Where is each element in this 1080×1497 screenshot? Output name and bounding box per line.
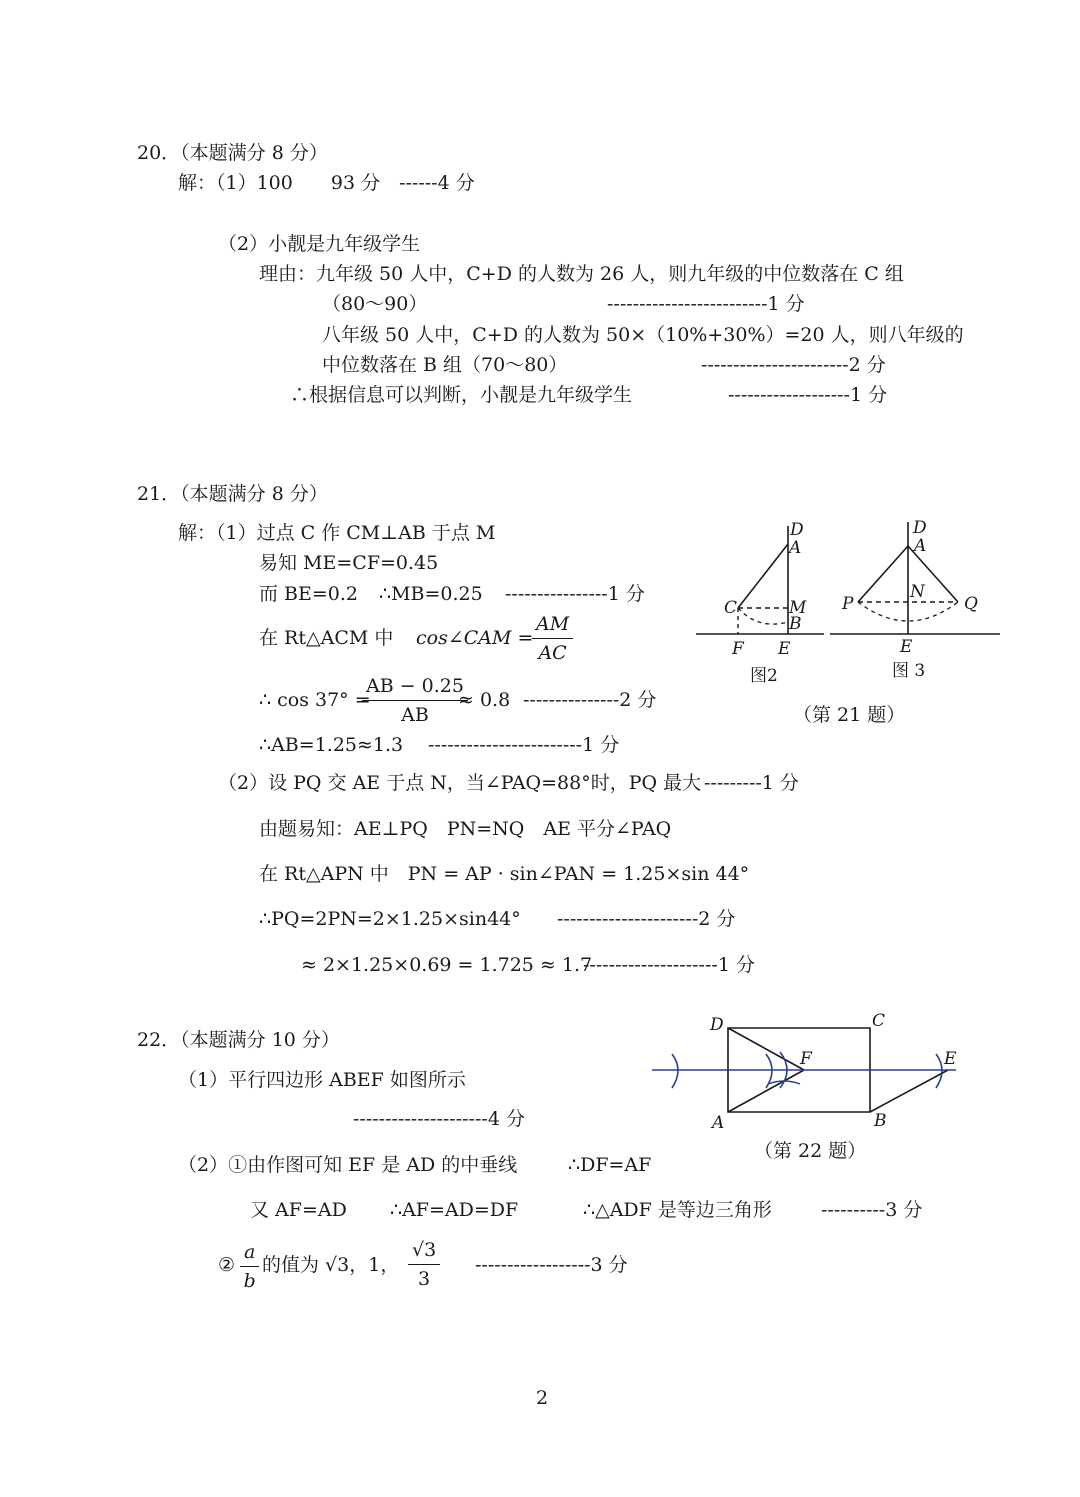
fig2-label-c: C (724, 598, 738, 618)
q20-line-7-score: -------------------1 分 (728, 384, 888, 406)
fig2-caption: 图2 (750, 666, 778, 686)
fig3-label-n: N (910, 582, 925, 602)
fig3-label-e: E (900, 637, 913, 657)
q21-line-3b: ∴MB=0.25 (379, 583, 483, 605)
fig2-label-m: M (789, 598, 807, 618)
q22-figure-caption: （第 22 题） (754, 1140, 867, 1162)
q22-ab-fraction (240, 1240, 259, 1293)
q21-line-10: ∴PQ=2PN=2×1.25×sin44° (259, 908, 521, 930)
q21-line-10-score: ----------------------2 分 (557, 908, 736, 930)
q22-b-denominator: b (243, 1270, 256, 1292)
q21-line-1: 解：（1）过点 C 作 CM⊥AB 于点 M (178, 522, 496, 544)
q22-line-5-score: ------------------3 分 (475, 1254, 628, 1276)
fig22-label-a: A (712, 1113, 725, 1133)
fig2-label-e: E (778, 639, 791, 659)
fig3-caption: 图 3 (892, 661, 926, 681)
q21-line-3-score: ----------------1 分 (505, 583, 645, 605)
q21-figure-3 (830, 518, 1002, 688)
q21-line-7: （2）设 PQ 交 AE 于点 N，当∠PAQ=88°时，PQ 最大 (218, 772, 702, 794)
fig2-label-f: F (732, 639, 744, 659)
q21-line-5-score: ---------------2 分 (523, 689, 657, 711)
q20-line-2: （2）小靓是九年级学生 (218, 233, 421, 255)
fig3-label-d: D (913, 518, 927, 538)
q21-line-4b: cos∠CAM = (416, 627, 534, 649)
q22-sqrt3-numerator: √3 (408, 1238, 440, 1265)
q20-line-3: 理由：九年级 50 人中，C+D 的人数为 26 人，则九年级的中位数落在 C 组 (259, 263, 904, 285)
q21-ab-numerator: AB − 0.25 (362, 674, 468, 701)
q20-line-6: 中位数落在 B 组（70～80） (322, 354, 568, 376)
q21-figure-caption: （第 21 题） (793, 704, 906, 726)
q21-ab-fraction (362, 674, 468, 727)
q22-line-4-score: ----------3 分 (821, 1199, 923, 1221)
fig3-label-p: P (842, 594, 854, 614)
q22-line-1: （1）平行四边形 ABEF 如图所示 (178, 1069, 466, 1091)
q22-a-numerator: a (240, 1240, 259, 1267)
q22-line-5b: 的值为 √3，1， (262, 1254, 400, 1276)
q21-header: 21．（本题满分 8 分） (137, 483, 328, 505)
fig3-label-a: A (914, 536, 927, 556)
q20-line-4-score: -------------------------1 分 (607, 293, 805, 315)
q21-line-3a: 而 BE=0.2 (259, 583, 359, 605)
q21-ab-denominator: AB (401, 704, 429, 726)
q20-line-7: ∴根据信息可以判断，小靓是九年级学生 (290, 384, 633, 406)
fig2-label-a: A (789, 538, 802, 558)
q20-line-6-score: -----------------------2 分 (701, 354, 886, 376)
q21-line-7-score: ---------1 分 (704, 772, 799, 794)
q21-line-2: 易知 ME=CF=0.45 (259, 552, 439, 574)
q20-line-4: （80～90） (322, 293, 428, 315)
q22-line-2-score: ---------------------4 分 (353, 1108, 525, 1130)
q22-sqrt3-fraction (408, 1238, 440, 1291)
q21-line-11: ≈ 2×1.25×0.69 = 1.725 ≈ 1.7 (301, 954, 593, 976)
q22-line-4b: ∴AF=AD=DF (390, 1199, 519, 1221)
q21-line-9: 在 Rt△APN 中 PN = AP · sin∠PAN = 1.25×sin 44° (259, 863, 750, 885)
q22-line-3a: （2）①由作图可知 EF 是 AD 的中垂线 (178, 1154, 518, 1176)
fig3-label-q: Q (964, 594, 978, 614)
fig22-label-b: B (874, 1111, 887, 1131)
fig22-label-d: D (710, 1015, 724, 1035)
q22-line-4c: ∴△ADF 是等边三角形 (583, 1199, 772, 1221)
q21-line-6-score: ------------------------1 分 (428, 734, 620, 756)
q22-sqrt3-denominator: 3 (418, 1268, 431, 1290)
q21-cos-numerator: AM (532, 612, 573, 639)
q21-cos-fraction (532, 612, 573, 665)
q21-cos-denominator: AC (538, 642, 567, 664)
q20-header: 20．（本题满分 8 分） (137, 142, 328, 164)
q22-header: 22．（本题满分 10 分） (137, 1029, 340, 1051)
q20-line-1: 解：（1）100 93 分 ------4 分 (178, 172, 475, 194)
fig22-label-f: F (800, 1049, 812, 1069)
fig22-label-c: C (872, 1011, 886, 1031)
q21-line-4a: 在 Rt△ACM 中 (259, 627, 394, 649)
q21-line-5a: ∴ cos 37° = (259, 689, 371, 711)
q21-figure-2 (696, 518, 826, 688)
q22-line-5a: ② (218, 1254, 236, 1276)
q21-line-11-score: ---------------------1 分 (583, 954, 755, 976)
q21-line-5b: ≈ 0.8 (458, 689, 511, 711)
q20-line-5: 八年级 50 人中，C+D 的人数为 50×（10%+30%）=20 人，则八年级的 (322, 324, 964, 346)
q22-line-4a: 又 AF=AD (250, 1199, 347, 1221)
fig2-label-d: D (790, 520, 804, 540)
q21-line-6: ∴AB=1.25≈1.3 (259, 734, 404, 756)
q21-line-8: 由题易知：AE⊥PQ PN=NQ AE 平分∠PAQ (259, 818, 672, 840)
fig22-label-e: E (944, 1049, 957, 1069)
page-number: 2 (536, 1387, 549, 1409)
fig2-label-b: B (789, 614, 802, 634)
q22-line-3b: ∴DF=AF (568, 1154, 652, 1176)
